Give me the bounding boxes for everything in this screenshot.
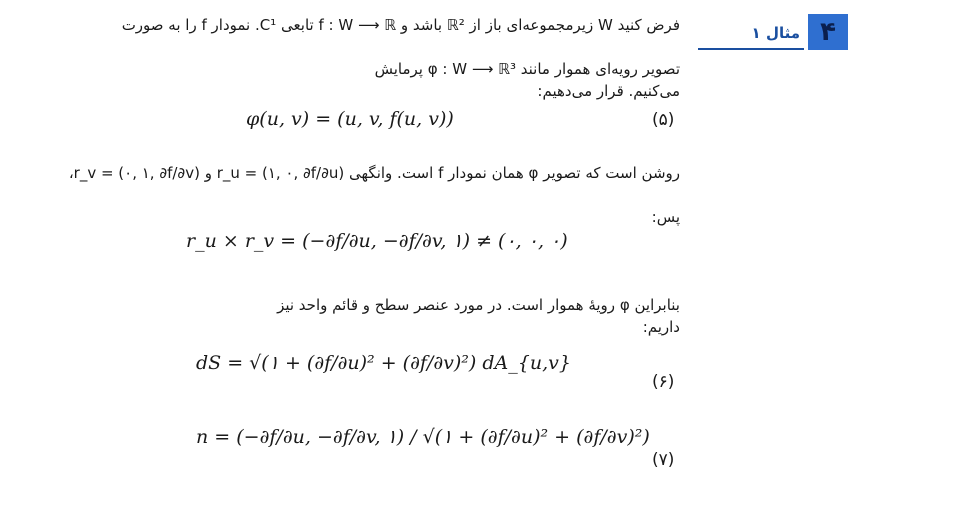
equation-7-number: (۷) [652,450,675,470]
paragraph-2-line-2: پس: [651,208,680,226]
example-label: ۱ مثال [751,24,800,42]
example-rule [698,48,804,50]
example-header [698,8,848,48]
equation-7: n = (−∂f/∂u, −∂f/∂v, ۱) / √(۱ + (∂f/∂u)² + (∂f/∂v)²) [196,426,650,448]
equation-6: dS = √(۱ + (∂f/∂u)² + (∂f/∂v)²) dA_{u,v} [196,352,571,374]
paragraph-1-line-1: فرض کنید W زیرمجموعه‌ای باز از ℝ² باشد و f : W ⟶ ℝ تابعی C¹. نمودار f را به صورت [121,16,680,34]
paragraph-1-line-2: تصویر رویه‌ای هموار مانند φ : W ⟶ ℝ³ پرمایش می‌کنیم. قرار می‌دهیم: [374,60,680,100]
equation-6-number: (۶) [652,372,675,392]
example-number-box [808,14,848,50]
example-number: ۴ [820,17,836,47]
equation-5-number: (۵) [652,110,675,130]
paragraph-2-line-1: روشن است که تصویر φ همان نمودار f است. وانگهی r_u = (۱, ۰, ∂f/∂u) و r_v = (۰, ۱, ∂f/∂v)، [68,164,680,182]
paragraph-3: بنابراین φ رویهٔ هموار است. در مورد عنصر سطح و قائم واحد نیز داریم: [277,296,680,336]
cross-product-equation: r_u × r_v = (−∂f/∂u, −∂f/∂v, ۱) ≠ (۰, ۰, ۰) [186,230,568,252]
equation-5: φ(u, v) = (u, v, f(u, v)) [246,108,454,130]
